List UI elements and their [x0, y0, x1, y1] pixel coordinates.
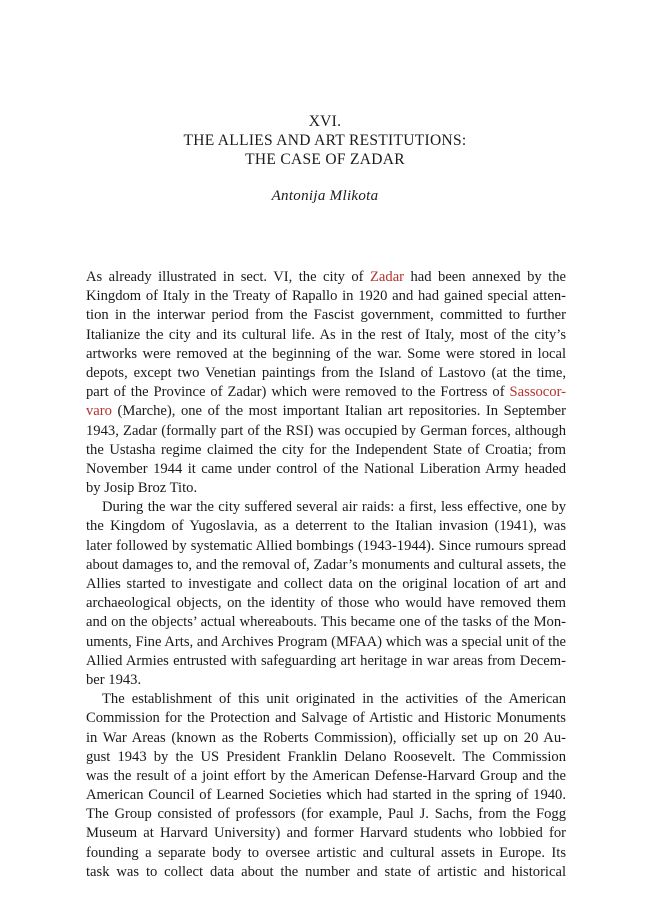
text-line: [86, 383, 566, 402]
text-line: in War Areas (known as the Roberts Commission), officially set up on 20 Au-: [86, 729, 566, 746]
text-line: depots, except two Venetian paintings from the Island of Lastovo (at the time,: [86, 364, 566, 381]
text-line: Allied Armies entrusted with safeguarding art heritage in war areas from Decem-: [86, 652, 566, 669]
text-segment: As already illustrated in sect. VI, the city of: [86, 269, 370, 285]
text-line: ber 1943.: [86, 671, 142, 688]
chapter-title-line-1: THE ALLIES AND ART RESTITUTIONS:: [183, 132, 467, 149]
text-line: uments, Fine Arts, and Archives Program (MFAA) which was a special unit of the: [86, 633, 566, 650]
text-line: gust 1943 by the US President Franklin Delano Roosevelt. The Commission: [86, 748, 566, 765]
text-line: later followed by systematic Allied bombings (1943-1944). Since rumours spread: [86, 537, 566, 554]
text-line: the Ustasha regime claimed the city for the Independent State of Croatia; from: [86, 441, 566, 458]
text-line: The Group consisted of professors (for example, Paul J. Sachs, from the Fogg: [86, 806, 566, 823]
text-line: American Council of Learned Societies which had started in the spring of 1940.: [86, 787, 566, 804]
text-line: Allies started to investigate and collect data on the original location of art and: [86, 576, 566, 592]
text-line: During the war the city suffered several air raids: a first, less effective, one by: [102, 499, 566, 516]
text-line: was the result of a joint effort by the American Defense-Harvard Group and the: [86, 767, 566, 784]
body-text: [86, 268, 566, 882]
author-name: Antonija Mlikota: [271, 188, 379, 204]
text-segment: had been annexed by the: [404, 269, 566, 285]
zadar-link[interactable]: Zadar: [370, 269, 405, 285]
text-line: Museum at Harvard University) and former Harvard students who lobbied for: [86, 825, 566, 842]
text-line: The establishment of this unit originated in the activities of the American: [102, 691, 566, 708]
text-line: [86, 402, 566, 421]
text-segment: part of the Province of Zadar) which were removed to the Fortress of: [86, 384, 510, 401]
text-line: [86, 268, 566, 287]
chapter-title-line-2: THE CASE OF ZADAR: [245, 151, 405, 168]
text-line: founding a separate body to oversee artistic and cultural assets in Europe. Its: [86, 844, 566, 861]
text-line: about damages to, and the removal of, Zadar’s monuments and cultural assets, the: [86, 556, 566, 573]
text-line: Kingdom of Italy in the Treaty of Rapallo in 1920 and had gained special atten-: [86, 288, 566, 305]
paragraph-3: [86, 690, 566, 882]
sassocorvaro-link[interactable]: Sassocor-: [509, 384, 566, 401]
text-line: 1943, Zadar (formally part of the RSI) was occupied by German forces, although: [86, 422, 566, 439]
text-line: archaeological objects, on the identity of those who would have removed them: [86, 595, 566, 612]
sassocorvaro-link-cont[interactable]: varo: [86, 403, 112, 420]
text-line: task was to collect data about the number and state of artistic and historical: [86, 863, 566, 880]
chapter-number: XVI.: [308, 113, 342, 130]
text-line: Commission for the Protection and Salvage of Artistic and Historic Monuments: [86, 710, 566, 727]
text-line: November 1944 it came under control of the National Liberation Army headed: [86, 460, 566, 477]
text-line: by Josip Broz Tito.: [86, 480, 198, 497]
text-line: tion in the interwar period from the Fascist government, committed to further: [86, 307, 566, 324]
text-segment: (Marche), one of the most important Italian art repositories. In September: [111, 403, 566, 420]
paragraph-2: [86, 498, 566, 690]
text-line: Italianize the city and its cultural life. As in the rest of Italy, most of the city’s: [86, 326, 566, 343]
paragraph-1: [86, 268, 566, 498]
text-line: artworks were removed at the beginning of the war. Some were stored in local: [86, 345, 566, 362]
text-line: the Kingdom of Yugoslavia, as a deterrent to the Italian invasion (1941), was: [86, 518, 566, 535]
text-line: and on the objects’ actual whereabouts. This became one of the tasks of the Mon-: [86, 614, 566, 631]
